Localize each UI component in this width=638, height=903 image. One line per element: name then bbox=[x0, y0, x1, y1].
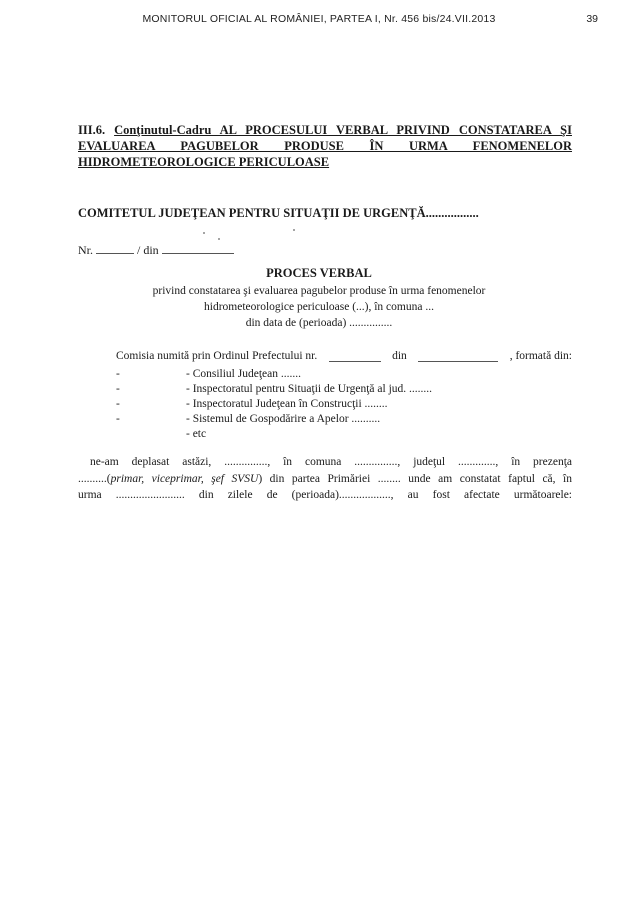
paragraph-line2-italic: primar, viceprimar, şef SVSU bbox=[110, 472, 259, 485]
proces-verbal-title: PROCES VERBAL bbox=[266, 266, 372, 280]
member-dash: - bbox=[116, 368, 120, 380]
running-header: MONITORUL OFICIAL AL ROMÂNIEI, PARTEA I, Nr. 456 bis/24.VII.2013 bbox=[142, 13, 496, 25]
din-label: / din bbox=[137, 243, 159, 257]
member-text: - Inspectoratul pentru Situaţii de Urgenţă al jud. ........ bbox=[186, 383, 433, 395]
member-dash: - bbox=[116, 383, 120, 395]
order-date-blank bbox=[418, 350, 498, 362]
scan-speck bbox=[218, 238, 220, 240]
section-title-part2: EVALUAREA PAGUBELOR PRODUSE ÎN URMA FENOMENELOR bbox=[78, 139, 572, 153]
section-number: III.6. bbox=[78, 123, 106, 137]
subtitle-line1: privind constatarea şi evaluarea pagubelor produse în urma fenomenelor bbox=[152, 285, 486, 297]
paragraph-line1: ne-am deplasat astăzi, ..............., în comuna ..............., judeţul ............., în prezenţa bbox=[90, 456, 572, 468]
paragraph-line2-start: ..........( bbox=[78, 472, 111, 485]
section-heading bbox=[78, 122, 572, 170]
scan-speck bbox=[203, 232, 205, 234]
member-text: - Consiliul Judeţean ....... bbox=[186, 368, 301, 380]
section-heading-line1 bbox=[78, 122, 572, 138]
commission-formed: , formată din: bbox=[509, 350, 572, 362]
paragraph-line2-end: ) din partea Primăriei ........ unde am constatat faptul că, în bbox=[258, 472, 572, 485]
committee-title: COMITETUL JUDEŢEAN PENTRU SITUAŢII DE URGENŢĂ................. bbox=[78, 206, 479, 220]
member-dash: - bbox=[116, 413, 120, 425]
order-number-blank bbox=[329, 350, 381, 362]
number-date-line bbox=[78, 243, 234, 258]
section-title-part3: HIDROMETEOROLOGICE PERICULOASE bbox=[78, 155, 330, 169]
commission-line bbox=[116, 350, 572, 362]
commission-din: din bbox=[392, 350, 407, 362]
member-dash: - bbox=[116, 398, 120, 410]
paragraph-line2 bbox=[78, 471, 572, 488]
member-text: - etc bbox=[186, 428, 207, 440]
findings-paragraph bbox=[78, 454, 572, 504]
page-number: 39 bbox=[586, 13, 598, 25]
date-blank bbox=[162, 253, 234, 254]
subtitle-line2: hidrometeorologice periculoase (...), în comuna ... bbox=[204, 301, 434, 313]
subtitle-line3: din data de (perioada) ............... bbox=[245, 317, 393, 329]
nr-blank bbox=[96, 253, 134, 254]
scan-speck bbox=[293, 229, 295, 231]
member-text: - Sistemul de Gospodărire a Apelor .......... bbox=[186, 413, 381, 425]
proces-verbal-subtitle bbox=[0, 283, 638, 331]
member-text: - Inspectoratul Judeţean în Construcţii ........ bbox=[186, 398, 388, 410]
commission-lead: Comisia numită prin Ordinul Prefectului nr. bbox=[116, 350, 318, 362]
paragraph-line3: urma ........................ din zilele de (perioada).................., au fost afectate următoarele: bbox=[78, 489, 572, 501]
section-title-part1: Conţinutul-Cadru AL PROCESULUI VERBAL PRIVIND CONSTATAREA ŞI bbox=[114, 123, 572, 137]
nr-label: Nr. bbox=[78, 243, 93, 257]
